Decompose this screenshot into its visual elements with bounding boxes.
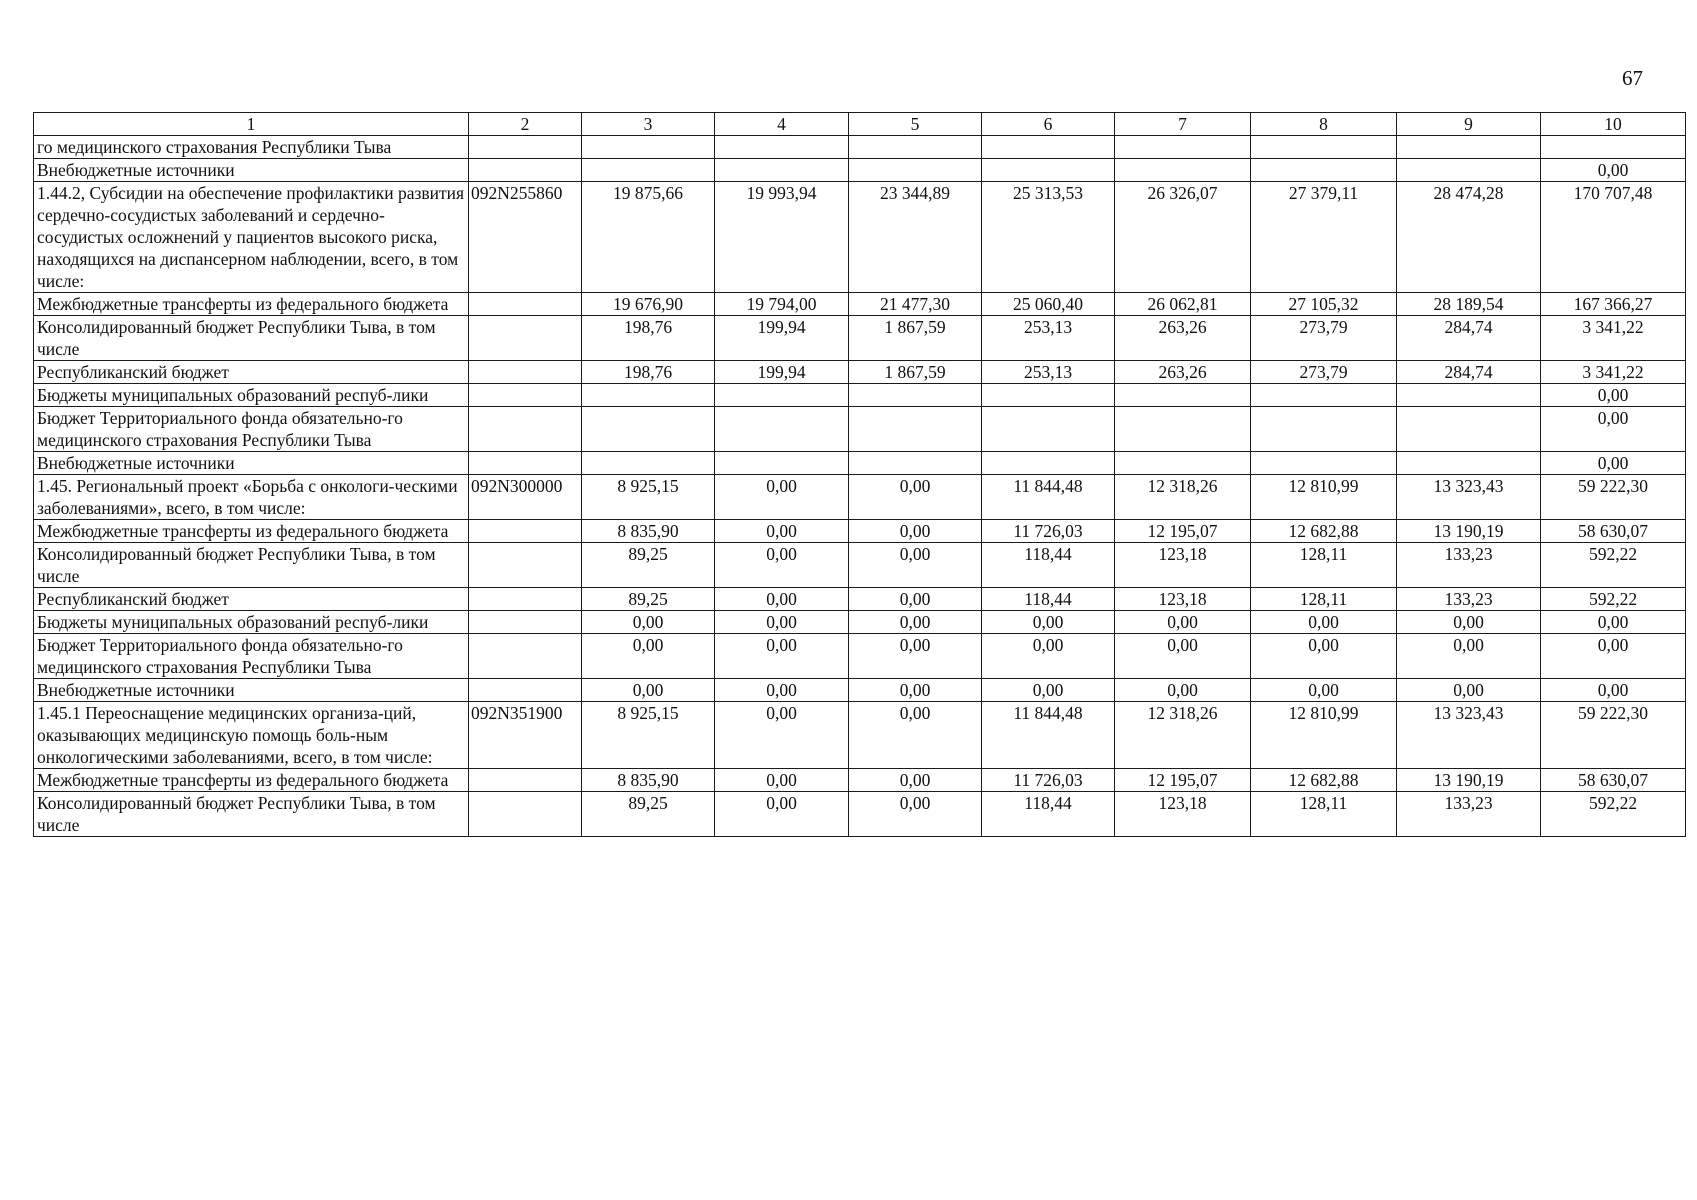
value-cell: 170 707,48 xyxy=(1541,182,1686,293)
column-number-header xyxy=(34,113,1686,136)
table-row xyxy=(34,543,1686,588)
row-code xyxy=(469,159,582,182)
value-cell: 12 810,99 xyxy=(1251,475,1397,520)
value-cell xyxy=(982,159,1115,182)
value-cell xyxy=(582,452,715,475)
value-cell xyxy=(1397,136,1541,159)
row-description: Внебюджетные источники xyxy=(34,679,469,702)
value-cell: 3 341,22 xyxy=(1541,361,1686,384)
column-number: 8 xyxy=(1251,113,1397,136)
row-description: Межбюджетные трансферты из федерального бюджета xyxy=(34,520,469,543)
value-cell: 133,23 xyxy=(1397,792,1541,837)
value-cell: 253,13 xyxy=(982,361,1115,384)
value-cell: 0,00 xyxy=(1541,384,1686,407)
value-cell: 1 867,59 xyxy=(849,316,982,361)
value-cell xyxy=(982,407,1115,452)
value-cell: 273,79 xyxy=(1251,361,1397,384)
table-row xyxy=(34,520,1686,543)
value-cell xyxy=(849,452,982,475)
row-code: 092N255860 xyxy=(469,182,582,293)
value-cell: 0,00 xyxy=(1397,611,1541,634)
value-cell xyxy=(1115,384,1251,407)
table-row xyxy=(34,159,1686,182)
row-description: Бюджеты муниципальных образований респуб-лики xyxy=(34,611,469,634)
column-number: 10 xyxy=(1541,113,1686,136)
value-cell xyxy=(849,384,982,407)
value-cell: 0,00 xyxy=(582,611,715,634)
value-cell: 0,00 xyxy=(1541,407,1686,452)
value-cell xyxy=(1251,452,1397,475)
column-number: 5 xyxy=(849,113,982,136)
row-code xyxy=(469,384,582,407)
value-cell: 284,74 xyxy=(1397,361,1541,384)
value-cell: 0,00 xyxy=(1115,679,1251,702)
value-cell xyxy=(1397,384,1541,407)
value-cell: 0,00 xyxy=(1251,679,1397,702)
row-description: Внебюджетные источники xyxy=(34,159,469,182)
table-row xyxy=(34,611,1686,634)
value-cell: 12 318,26 xyxy=(1115,475,1251,520)
value-cell xyxy=(1115,159,1251,182)
value-cell xyxy=(715,136,849,159)
value-cell: 118,44 xyxy=(982,543,1115,588)
value-cell xyxy=(582,384,715,407)
row-description: 1.45.1 Переоснащение медицинских организа-ций, оказывающих медицинскую помощь боль-ным онкологическими заболеваниями, всего, в том числе: xyxy=(34,702,469,769)
value-cell: 0,00 xyxy=(715,611,849,634)
column-number: 6 xyxy=(982,113,1115,136)
column-number: 2 xyxy=(469,113,582,136)
value-cell: 284,74 xyxy=(1397,316,1541,361)
row-code xyxy=(469,452,582,475)
value-cell: 0,00 xyxy=(982,611,1115,634)
table-row xyxy=(34,475,1686,520)
value-cell: 118,44 xyxy=(982,792,1115,837)
row-code xyxy=(469,543,582,588)
value-cell: 58 630,07 xyxy=(1541,769,1686,792)
value-cell: 26 062,81 xyxy=(1115,293,1251,316)
value-cell xyxy=(849,407,982,452)
value-cell: 8 835,90 xyxy=(582,520,715,543)
value-cell: 28 474,28 xyxy=(1397,182,1541,293)
value-cell: 8 925,15 xyxy=(582,702,715,769)
value-cell: 0,00 xyxy=(715,475,849,520)
value-cell: 13 323,43 xyxy=(1397,475,1541,520)
row-description: Консолидированный бюджет Республики Тыва, в том числе xyxy=(34,316,469,361)
row-description: Межбюджетные трансферты из федерального бюджета xyxy=(34,293,469,316)
value-cell xyxy=(1541,136,1686,159)
value-cell: 0,00 xyxy=(715,702,849,769)
value-cell xyxy=(1251,384,1397,407)
value-cell: 0,00 xyxy=(1541,611,1686,634)
value-cell: 0,00 xyxy=(849,475,982,520)
value-cell xyxy=(1251,136,1397,159)
row-code xyxy=(469,588,582,611)
table-row xyxy=(34,316,1686,361)
value-cell xyxy=(1397,407,1541,452)
table-row xyxy=(34,293,1686,316)
value-cell: 263,26 xyxy=(1115,316,1251,361)
value-cell: 59 222,30 xyxy=(1541,475,1686,520)
value-cell: 198,76 xyxy=(582,316,715,361)
value-cell xyxy=(849,159,982,182)
value-cell xyxy=(982,136,1115,159)
column-number: 7 xyxy=(1115,113,1251,136)
value-cell: 11 726,03 xyxy=(982,520,1115,543)
value-cell: 0,00 xyxy=(849,769,982,792)
value-cell: 0,00 xyxy=(849,702,982,769)
value-cell: 27 105,32 xyxy=(1251,293,1397,316)
value-cell: 25 313,53 xyxy=(982,182,1115,293)
table-row xyxy=(34,136,1686,159)
value-cell: 0,00 xyxy=(715,588,849,611)
value-cell: 89,25 xyxy=(582,792,715,837)
value-cell: 0,00 xyxy=(849,588,982,611)
value-cell xyxy=(582,159,715,182)
value-cell: 0,00 xyxy=(1251,611,1397,634)
row-code xyxy=(469,316,582,361)
value-cell: 12 810,99 xyxy=(1251,702,1397,769)
value-cell: 0,00 xyxy=(982,679,1115,702)
value-cell: 123,18 xyxy=(1115,792,1251,837)
row-code: 092N300000 xyxy=(469,475,582,520)
value-cell: 123,18 xyxy=(1115,588,1251,611)
value-cell: 123,18 xyxy=(1115,543,1251,588)
value-cell: 0,00 xyxy=(1541,679,1686,702)
table-row xyxy=(34,702,1686,769)
value-cell: 253,13 xyxy=(982,316,1115,361)
row-code xyxy=(469,769,582,792)
value-cell xyxy=(1397,159,1541,182)
value-cell: 12 195,07 xyxy=(1115,769,1251,792)
value-cell: 0,00 xyxy=(849,520,982,543)
value-cell: 1 867,59 xyxy=(849,361,982,384)
value-cell: 0,00 xyxy=(1541,634,1686,679)
value-cell: 58 630,07 xyxy=(1541,520,1686,543)
column-number: 3 xyxy=(582,113,715,136)
table-row xyxy=(34,792,1686,837)
value-cell xyxy=(1115,452,1251,475)
value-cell: 0,00 xyxy=(982,634,1115,679)
row-code: 092N351900 xyxy=(469,702,582,769)
value-cell: 167 366,27 xyxy=(1541,293,1686,316)
value-cell: 133,23 xyxy=(1397,588,1541,611)
row-code xyxy=(469,634,582,679)
row-code xyxy=(469,611,582,634)
row-code xyxy=(469,679,582,702)
value-cell: 3 341,22 xyxy=(1541,316,1686,361)
column-number: 4 xyxy=(715,113,849,136)
value-cell: 0,00 xyxy=(1397,679,1541,702)
row-code xyxy=(469,407,582,452)
row-description: Бюджет Территориального фонда обязательно-го медицинского страхования Республики Тыва xyxy=(34,407,469,452)
row-description: Межбюджетные трансферты из федерального бюджета xyxy=(34,769,469,792)
value-cell: 28 189,54 xyxy=(1397,293,1541,316)
page-number: 67 xyxy=(1622,66,1643,90)
row-description: Бюджет Территориального фонда обязательно-го медицинского страхования Республики Тыва xyxy=(34,634,469,679)
value-cell: 12 682,88 xyxy=(1251,769,1397,792)
value-cell: 133,23 xyxy=(1397,543,1541,588)
value-cell: 592,22 xyxy=(1541,792,1686,837)
value-cell: 26 326,07 xyxy=(1115,182,1251,293)
value-cell: 19 676,90 xyxy=(582,293,715,316)
value-cell xyxy=(715,384,849,407)
value-cell xyxy=(1115,136,1251,159)
value-cell: 0,00 xyxy=(849,679,982,702)
table-row xyxy=(34,452,1686,475)
value-cell xyxy=(582,136,715,159)
row-description: Консолидированный бюджет Республики Тыва, в том числе xyxy=(34,543,469,588)
value-cell xyxy=(715,452,849,475)
value-cell: 0,00 xyxy=(715,792,849,837)
value-cell: 0,00 xyxy=(715,543,849,588)
row-description: Республиканский бюджет xyxy=(34,361,469,384)
value-cell: 13 190,19 xyxy=(1397,769,1541,792)
value-cell: 199,94 xyxy=(715,316,849,361)
table-row xyxy=(34,679,1686,702)
value-cell: 89,25 xyxy=(582,588,715,611)
row-code xyxy=(469,792,582,837)
value-cell: 198,76 xyxy=(582,361,715,384)
value-cell: 0,00 xyxy=(1251,634,1397,679)
table-row xyxy=(34,634,1686,679)
row-description: Внебюджетные источники xyxy=(34,452,469,475)
value-cell: 0,00 xyxy=(1397,634,1541,679)
value-cell: 12 195,07 xyxy=(1115,520,1251,543)
value-cell: 25 060,40 xyxy=(982,293,1115,316)
value-cell xyxy=(715,407,849,452)
value-cell: 13 190,19 xyxy=(1397,520,1541,543)
row-code xyxy=(469,136,582,159)
column-number: 9 xyxy=(1397,113,1541,136)
value-cell: 0,00 xyxy=(849,611,982,634)
value-cell: 0,00 xyxy=(1541,159,1686,182)
value-cell: 118,44 xyxy=(982,588,1115,611)
value-cell: 273,79 xyxy=(1251,316,1397,361)
value-cell: 592,22 xyxy=(1541,588,1686,611)
row-description: 1.45. Региональный проект «Борьба с онкологи-ческими заболеваниями», всего, в том числе: xyxy=(34,475,469,520)
table-row xyxy=(34,407,1686,452)
value-cell: 128,11 xyxy=(1251,543,1397,588)
value-cell: 27 379,11 xyxy=(1251,182,1397,293)
value-cell: 592,22 xyxy=(1541,543,1686,588)
value-cell: 0,00 xyxy=(715,769,849,792)
value-cell: 0,00 xyxy=(1115,634,1251,679)
value-cell: 11 844,48 xyxy=(982,475,1115,520)
value-cell: 11 844,48 xyxy=(982,702,1115,769)
table-row xyxy=(34,384,1686,407)
value-cell: 12 318,26 xyxy=(1115,702,1251,769)
value-cell: 128,11 xyxy=(1251,588,1397,611)
value-cell: 128,11 xyxy=(1251,792,1397,837)
value-cell xyxy=(1251,407,1397,452)
row-description: го медицинского страхования Республики Тыва xyxy=(34,136,469,159)
value-cell: 19 993,94 xyxy=(715,182,849,293)
value-cell: 23 344,89 xyxy=(849,182,982,293)
budget-table xyxy=(33,112,1686,837)
value-cell: 89,25 xyxy=(582,543,715,588)
value-cell: 0,00 xyxy=(715,679,849,702)
row-code xyxy=(469,361,582,384)
row-description: Республиканский бюджет xyxy=(34,588,469,611)
row-description: Бюджеты муниципальных образований респуб-лики xyxy=(34,384,469,407)
value-cell: 0,00 xyxy=(849,792,982,837)
value-cell: 12 682,88 xyxy=(1251,520,1397,543)
value-cell xyxy=(1251,159,1397,182)
value-cell: 19 794,00 xyxy=(715,293,849,316)
table-row xyxy=(34,588,1686,611)
value-cell: 263,26 xyxy=(1115,361,1251,384)
value-cell: 0,00 xyxy=(1115,611,1251,634)
value-cell: 0,00 xyxy=(849,634,982,679)
table-row xyxy=(34,182,1686,293)
column-number: 1 xyxy=(34,113,469,136)
value-cell xyxy=(1115,407,1251,452)
value-cell: 0,00 xyxy=(715,520,849,543)
table-row xyxy=(34,361,1686,384)
row-code xyxy=(469,520,582,543)
value-cell: 0,00 xyxy=(582,634,715,679)
table-row xyxy=(34,769,1686,792)
value-cell xyxy=(582,407,715,452)
value-cell: 11 726,03 xyxy=(982,769,1115,792)
value-cell: 199,94 xyxy=(715,361,849,384)
value-cell: 19 875,66 xyxy=(582,182,715,293)
value-cell: 0,00 xyxy=(582,679,715,702)
value-cell xyxy=(1397,452,1541,475)
value-cell: 21 477,30 xyxy=(849,293,982,316)
row-description: 1.44.2, Субсидии на обеспечение профилактики развития сердечно-сосудистых заболеваний и сердечно-сосудистых осложнений у пациентов высокого риска, находящихся на диспансерном наблюдении, всего, в том числе: xyxy=(34,182,469,293)
value-cell: 0,00 xyxy=(715,634,849,679)
value-cell xyxy=(982,452,1115,475)
value-cell: 8 835,90 xyxy=(582,769,715,792)
value-cell: 13 323,43 xyxy=(1397,702,1541,769)
value-cell: 8 925,15 xyxy=(582,475,715,520)
row-description: Консолидированный бюджет Республики Тыва, в том числе xyxy=(34,792,469,837)
value-cell xyxy=(982,384,1115,407)
value-cell xyxy=(715,159,849,182)
value-cell xyxy=(849,136,982,159)
value-cell: 0,00 xyxy=(849,543,982,588)
row-code xyxy=(469,293,582,316)
value-cell: 59 222,30 xyxy=(1541,702,1686,769)
value-cell: 0,00 xyxy=(1541,452,1686,475)
